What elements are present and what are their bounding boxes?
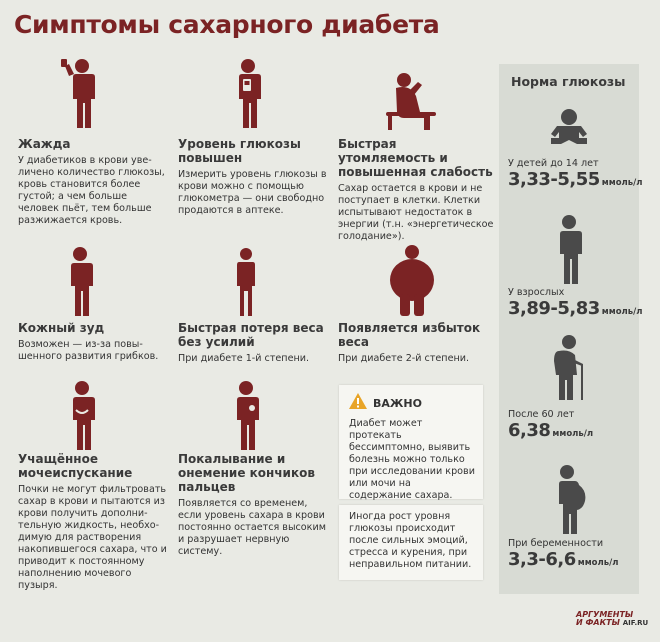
symptom-fatigue (338, 137, 494, 243)
thin-person-icon (226, 246, 266, 316)
warning-icon (349, 393, 367, 414)
page-title: Симптомы сахарного диабета (14, 10, 440, 39)
norm-label: При беременности (508, 538, 604, 549)
drinking-person-icon (58, 56, 102, 130)
norm-unit: ммоль/л (601, 307, 643, 317)
norm-unit: ммоль/л (577, 558, 619, 568)
logo-site: AIF.RU (622, 619, 649, 627)
symptom-title: Быстрая потеря веса без усилий (178, 321, 324, 349)
symptom-thirst (18, 137, 170, 227)
norm-value: 3,33-5,55 (508, 169, 600, 190)
symptom-text: Измерить уровень глюкозы в крови можно с помощью глюкометра — они свободно продаются в аптеке. (178, 169, 327, 216)
warning-text: Диабет может протекать бессимптомно, выявить болезнь можно только при исследовании крови или мочи на содержание сахара. (349, 418, 475, 501)
elderly-icon (547, 334, 591, 405)
symptom-weight-loss (178, 321, 330, 365)
norm-unit: ммоль/л (552, 429, 594, 439)
itching-person-icon (60, 246, 100, 316)
symptom-overweight (338, 321, 490, 365)
symptom-title: Кожный зуд (18, 321, 105, 335)
symptom-urination (18, 452, 170, 592)
panel-title: Норма глюкозы (511, 74, 626, 89)
adult-icon (551, 214, 587, 289)
norm-value: 6,38 (508, 420, 551, 441)
aif-logo (576, 611, 656, 627)
baby-icon (549, 108, 589, 155)
note-box (339, 505, 483, 580)
symptom-text: Почки не могут фильтровать сахар в крови и пытаются из крови получить дополнительную жидкость, необходимую для растворения накопившегося сахара, что и приводит к постоянному наполнению мочевого пузыря. (18, 484, 167, 591)
symptom-text: Появляется со временем, если уровень сахара в крови постоянно остается высоким и разрушает нервную систему. (178, 498, 326, 557)
norm-children (508, 158, 642, 190)
glucometer-person-icon (228, 56, 268, 130)
symptom-text: Возможен — из-за повышенного развития грибков. (18, 339, 159, 362)
norm-adults (508, 287, 642, 319)
logo-line2: И ФАКТЫ (576, 618, 620, 627)
symptom-title: Учащённое мочеиспускание (18, 452, 133, 480)
symptom-title: Покалывание и онемение кончиков пальцев (178, 452, 315, 494)
norm-label: После 60 лет (508, 409, 575, 420)
symptom-text: При диабете 2-й степени. (338, 353, 470, 364)
symptom-text: Сахар остается в крови и не поступает в клетки. Клетки испытывают недостаток в энергии (т.н. «энергетическое голодание»). (338, 183, 494, 242)
norm-pregnancy (508, 538, 618, 570)
warning-label: ВАЖНО (373, 397, 422, 410)
logo-line1: АРГУМЕНТЫ (576, 610, 634, 619)
symptom-title: Жажда (18, 137, 71, 151)
warning-box (339, 385, 483, 499)
symptom-glucose (178, 137, 330, 217)
tired-person-icon (382, 70, 440, 130)
pregnant-icon (549, 464, 589, 539)
glucose-norm-panel (499, 64, 643, 594)
symptom-title: Быстрая утомляемость и повышенная слабость (338, 137, 493, 179)
urination-person-icon (60, 380, 104, 450)
norm-unit: ммоль/л (601, 178, 643, 188)
norm-elderly (508, 409, 593, 441)
symptom-itching (18, 321, 170, 363)
symptom-text: При диабете 1-й степени. (178, 353, 310, 364)
symptom-text: У диабетиков в крови увеличено количество глюкозы, кровь становится более густой; а чем больше человек пьёт, тем больше разжижается кровь. (18, 155, 165, 226)
note-text: Иногда рост уровня глюкозы происходит после сильных эмоций, стресса и курения, при неправильном питании. (349, 511, 472, 570)
norm-label: У детей до 14 лет (508, 158, 599, 169)
symptom-title: Уровень глюкозы повышен (178, 137, 301, 165)
symptom-title: Появляется избыток веса (338, 321, 481, 349)
symptom-numbness (178, 452, 328, 558)
norm-value: 3,3-6,6 (508, 549, 576, 570)
norm-label: У взрослых (508, 287, 565, 298)
overweight-person-icon (382, 244, 442, 318)
numbness-person-icon (226, 380, 266, 450)
norm-value: 3,89-5,83 (508, 298, 600, 319)
